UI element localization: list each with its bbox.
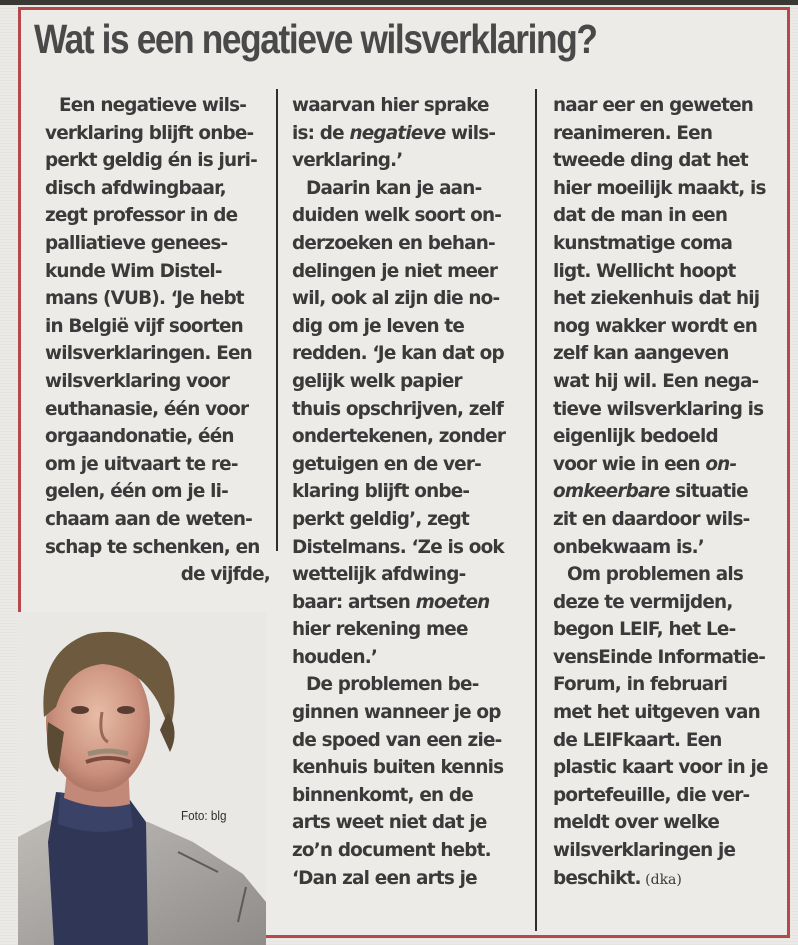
text-line	[292, 534, 527, 562]
line-text: getuigen en de ver-	[292, 453, 481, 475]
column-divider	[276, 89, 278, 551]
text-line	[553, 865, 783, 893]
text-line	[292, 809, 527, 837]
line-text: palliatieve genees-	[45, 232, 228, 254]
line-text: Distelmans. ‘Ze is ook	[292, 536, 504, 558]
text-line	[45, 120, 270, 148]
line-text: binnenkomt, en de	[292, 784, 473, 806]
article-column-1	[45, 92, 270, 589]
text-line	[553, 644, 783, 672]
article-column-2	[292, 92, 527, 892]
text-line	[45, 147, 270, 175]
text-line	[292, 285, 527, 313]
text-line	[292, 368, 527, 396]
line-text: onbekwaam is.’	[553, 536, 704, 558]
text-line	[292, 671, 527, 699]
line-text: thuis opschrijven, zelf	[292, 398, 504, 420]
page-top-edge	[0, 0, 798, 5]
text-line	[292, 202, 527, 230]
text-line	[292, 340, 527, 368]
line-text: ligt. Wellicht hoopt	[553, 260, 736, 282]
line-text: hier rekening mee	[292, 619, 468, 641]
text-line	[45, 451, 270, 479]
text-line	[553, 727, 783, 755]
text-line	[45, 506, 270, 534]
text-line	[553, 506, 783, 534]
text-line	[553, 699, 783, 727]
text-line	[45, 230, 270, 258]
text-line	[553, 809, 783, 837]
line-text: verklaring.’	[292, 150, 403, 172]
text-line	[553, 313, 783, 341]
emphasized-text: negatieve	[349, 122, 446, 144]
line-text: Forum, in februari	[553, 674, 728, 696]
line-text: portefeuille, die ver-	[553, 784, 750, 806]
text-line	[45, 313, 270, 341]
text-line	[553, 451, 783, 479]
line-text: wilsverklaring voor	[45, 370, 230, 392]
line-text: schap te schenken, en	[45, 536, 260, 558]
line-text: De problemen be-	[306, 674, 479, 696]
text-line	[292, 865, 527, 893]
line-text: plastic kaart voor in je	[553, 757, 768, 779]
line-text: chaam aan de weten-	[45, 508, 252, 530]
text-line	[553, 837, 783, 865]
line-text: mans (VUB). ‘Je hebt	[45, 288, 244, 310]
text-line	[292, 478, 527, 506]
line-text: duiden welk soort on-	[292, 205, 502, 227]
line-text: in België vijf soorten	[45, 315, 243, 337]
article-column-3	[553, 92, 783, 892]
text-line	[292, 258, 527, 286]
text-line	[553, 202, 783, 230]
text-line	[292, 120, 527, 148]
line-text: wil, ook al zijn die no-	[292, 288, 500, 310]
line-text: Daarin kan je aan-	[306, 177, 482, 199]
text-line	[45, 202, 270, 230]
line-text: houden.’	[292, 646, 378, 668]
line-text: tweede ding dat het	[553, 150, 748, 172]
text-line	[292, 147, 527, 175]
line-text: naar eer en geweten	[553, 95, 754, 116]
line-text: arts weet niet dat je	[292, 812, 487, 834]
line-text: nog wakker wordt en	[553, 315, 758, 337]
text-line	[45, 175, 270, 203]
line-text: reanimeren. Een	[553, 122, 713, 144]
text-line	[292, 644, 527, 672]
line-text: orgaandonatie, één	[45, 426, 234, 448]
text-line	[45, 285, 270, 313]
text-line	[553, 754, 783, 782]
article-headline: Wat is een negatieve wilsverklaring?	[34, 16, 597, 62]
line-text: meldt over welke	[553, 812, 720, 834]
line-text: wils-	[445, 122, 496, 144]
line-text: de LEIFkaart. Een	[553, 729, 722, 751]
portrait-image	[18, 612, 266, 945]
line-text: perkt geldig’, zegt	[292, 508, 470, 530]
line-text: het ziekenhuis dat hij	[553, 288, 760, 310]
line-text: delingen je niet meer	[292, 260, 498, 282]
line-text: Om problemen als	[567, 564, 744, 586]
text-line	[553, 340, 783, 368]
text-line	[553, 120, 783, 148]
line-text: wat hij wil. Een nega-	[553, 370, 759, 392]
line-text: gelijk welk papier	[292, 370, 462, 392]
line-text: begon LEIF, het Le-	[553, 619, 736, 641]
photo-caption: Foto: blg	[181, 808, 227, 823]
text-line	[292, 754, 527, 782]
emphasized-text: moeten	[415, 591, 490, 613]
line-text: de vijfde,	[180, 564, 270, 586]
text-line	[553, 175, 783, 203]
line-text: vensEinde Informatie-	[553, 646, 766, 668]
text-line	[292, 396, 527, 424]
text-line	[553, 478, 783, 506]
text-line	[553, 258, 783, 286]
line-text: perkt geldig én is juri-	[45, 150, 257, 172]
line-text: met het uitgeven van	[553, 702, 760, 724]
text-line	[553, 396, 783, 424]
text-line	[292, 451, 527, 479]
emphasized-text: on-	[705, 453, 737, 475]
text-line	[45, 368, 270, 396]
line-text: euthanasie, één voor	[45, 398, 249, 420]
text-line	[45, 561, 270, 589]
text-line	[292, 837, 527, 865]
line-text: derzoeken en behan-	[292, 232, 495, 254]
text-line	[292, 589, 527, 617]
line-text: zelf kan aangeven	[553, 343, 729, 365]
line-text: disch afdwingbaar,	[45, 177, 226, 199]
text-line	[292, 313, 527, 341]
line-text: beschikt.	[553, 867, 641, 889]
text-line	[292, 727, 527, 755]
line-text: redden. ‘Je kan dat op	[292, 343, 504, 365]
line-text: is: de	[292, 122, 350, 144]
line-text: ondertekenen, zonder	[292, 426, 506, 448]
line-text: ginnen wanneer je op	[292, 702, 501, 724]
text-line	[553, 589, 783, 617]
text-line	[553, 368, 783, 396]
line-text: om je uitvaart te re-	[45, 453, 238, 475]
text-line	[292, 699, 527, 727]
text-line	[45, 478, 270, 506]
text-line	[292, 782, 527, 810]
portrait-photo	[18, 612, 266, 945]
line-text: voor wie in een	[553, 453, 706, 475]
text-line	[553, 423, 783, 451]
text-line	[553, 671, 783, 699]
line-text: dig om je leven te	[292, 315, 465, 337]
line-text: dat de man in een	[553, 205, 728, 227]
author-signoff: (dka)	[640, 871, 682, 888]
line-text: kenhuis buiten kennis	[292, 757, 504, 779]
text-line	[553, 782, 783, 810]
line-text: gelen, één om je li-	[45, 481, 228, 503]
line-text: zo’n document hebt.	[292, 840, 491, 862]
text-line	[45, 340, 270, 368]
column-divider	[535, 89, 537, 931]
text-line	[45, 423, 270, 451]
text-line	[553, 616, 783, 644]
line-text: de spoed van een zie-	[292, 729, 502, 751]
line-text: kunde Wim Distel-	[45, 260, 222, 282]
emphasized-text: omkeerbare	[553, 481, 670, 503]
line-text: verklaring blijft onbe-	[45, 122, 254, 144]
text-line	[553, 561, 783, 589]
text-line	[45, 396, 270, 424]
line-text: eigenlijk bedoeld	[553, 426, 718, 448]
line-text: hier moeilijk maakt, is	[553, 177, 766, 199]
text-line	[292, 423, 527, 451]
text-line	[292, 175, 527, 203]
text-line	[292, 230, 527, 258]
text-line	[292, 616, 527, 644]
line-text: klaring blijft onbe-	[292, 481, 470, 503]
line-text: tieve wilsverklaring is	[553, 398, 764, 420]
line-text: waarvan hier sprake	[292, 95, 489, 116]
line-text: ‘Dan zal een arts je	[292, 867, 477, 889]
text-line	[45, 92, 270, 120]
line-text: deze te vermijden,	[553, 591, 733, 613]
line-text: Een negatieve wils-	[59, 95, 247, 116]
text-line	[45, 258, 270, 286]
text-line	[292, 561, 527, 589]
text-line	[553, 230, 783, 258]
line-text: wilsverklaringen je	[553, 840, 736, 862]
text-line	[292, 506, 527, 534]
line-text: wettelijk afdwing-	[292, 564, 466, 586]
line-text: zit en daardoor wils-	[553, 508, 750, 530]
text-line	[553, 147, 783, 175]
line-text: baar: artsen	[292, 591, 416, 613]
line-text: zegt professor in de	[45, 205, 238, 227]
text-line	[292, 92, 527, 120]
text-line	[553, 534, 783, 562]
text-line	[553, 92, 783, 120]
line-text: kunstmatige coma	[553, 232, 733, 254]
line-text: situatie	[669, 481, 748, 503]
text-line	[45, 534, 270, 562]
line-text: wilsverklaringen. Een	[45, 343, 252, 365]
text-line	[553, 285, 783, 313]
